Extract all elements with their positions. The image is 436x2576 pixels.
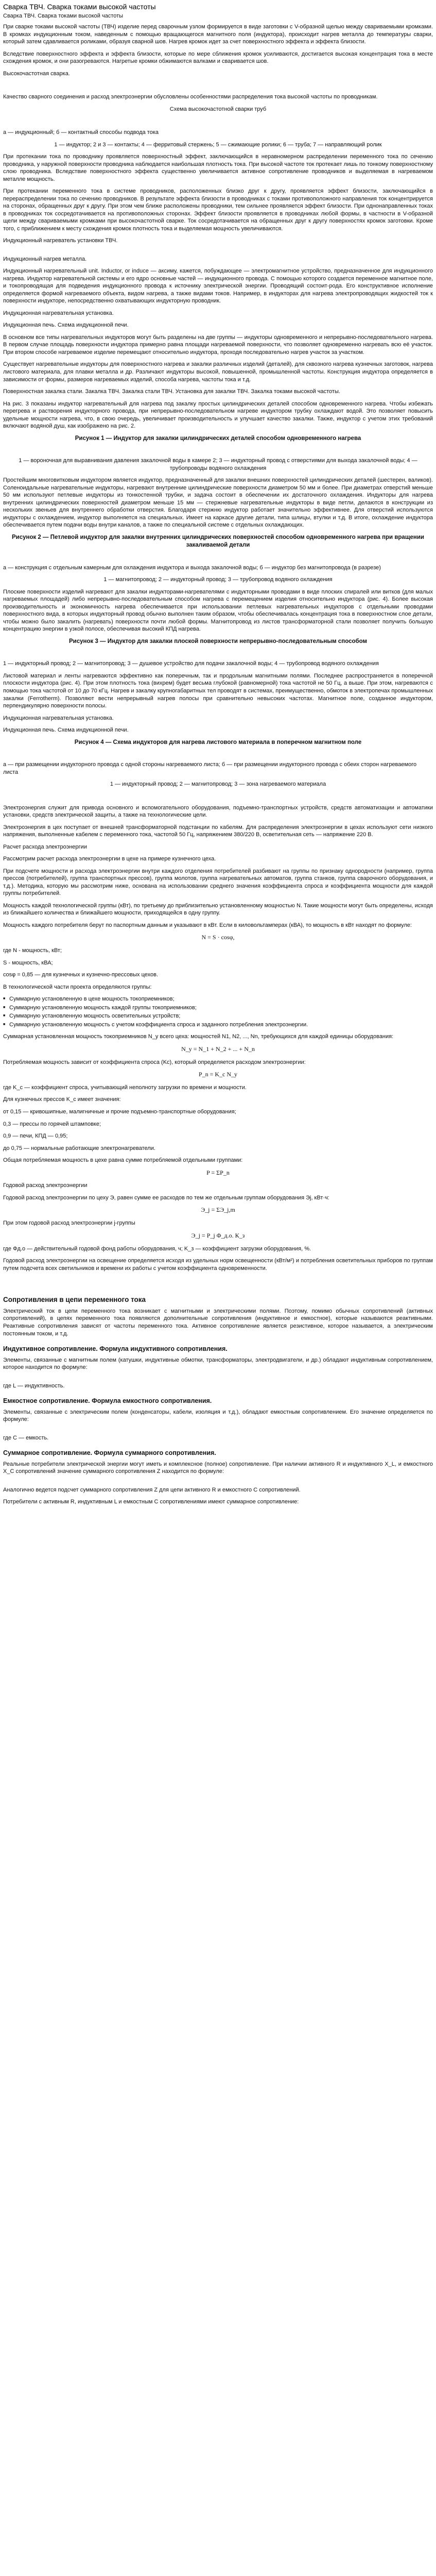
quality-paragraph: Качество сварного соединения и расход электроэнергии обусловлены особенностями распределения тока высокой частоты по проводникам. [3, 94, 378, 100]
induction-install-label-2: Индукционная нагревательная установка. [3, 715, 114, 721]
figure4-caption: а — при размещении индукторного провода с одной стороны нагреваемого листа; б — при размещении индукторного провода с обеих сторон нагреваемого листа [3, 761, 417, 775]
energy-groups-paragraph: При подсчете мощности и расхода электроэнергии внутри каждого отделения потребителей разбивают на группы по признаку однородности (например, группа прессов (потребителей), группа транспортных прессов), группа молотов, группа нагревательных автоматов, группа станков, группа сварочного оборудования, и т.д.). Методика, которую мы рассмотрим ниже, основана на использовании среднего значения коэффициента спроса и коэффициента мощности для каждой группы потребителей. [3, 868, 433, 897]
rlc-resistance-paragraph: Потребители с активным R, индуктивным L и емкостным С сопротивлениями имеют суммарное сопротивление: [3, 1499, 299, 1505]
energy-group-power-paragraph: Мощность каждой технологической группы (кВт), по третьему до приблизительно установленному мощностью N. Такие мощности могут быть определены, исходя из ближайшего количества и ближайшего мощности, приходящейся в одну группу. [3, 902, 433, 917]
lighting-consumption-paragraph: Годовой расход электроэнергии на освещение определяется исходя из удельных норм освещенности (кВт/м²) и потребления осветительных приборов по группам путем подсчета всех светильников и времени их работы с учетом коэффициента одновременности. [3, 1258, 433, 1272]
demand-paragraph: Потребляемая мощность зависит от коэффициента спроса (Kс), который определяется расходом электроэнергии: [3, 1059, 306, 1065]
formula-demand-power: P_n = K_с N_у [198, 1071, 238, 1078]
intro-paragraph-2: Вследствие поверхностного эффекта и эффекта близости, которые по мере сближения кромок усиливаются, достигается высокая концентрация тока в месте схождения кромок, и они разогреваются. Нагретые кромки обжимаются валками и сваривается шов. [3, 50, 433, 65]
list-item: ■ Суммарную установленную мощность осветительных устройств; [3, 1012, 433, 1020]
group-annual-paragraph: При этом годовой расход электроэнергии j-группы [3, 1220, 135, 1227]
inductor-types-paragraph: Существует нагревательные индукторы для поверхностного нагрева и закалки различных изделий (деталей), для сквозного нагрева кузнечных заготовок, нагрева листового материала, для плавки металла и др. Различают индукторы высокой, повышенной, промышленной частоты. Конструкция индуктора определяется в зависимости от формы, размеров нагреваемых изделий, способа нагрева, частоты тока и т.д. [3, 361, 433, 383]
figure3-intro-paragraph: На рис. 3 показаны индуктор нагревательный для нагрева под закалку простых цилиндрических деталей способом одновременного нагрева. Чтобы избежать перегрева и растворения индукторного провода, при непрерывно-последовательном нагреве индуктором трубку охлаждают водой. Это позволяет повысить удельные мощности нагрева, что, в свою очередь, увеличивает производительность и улучшает качество закалки. Также, индуктор с учетом этих требований включают водяной душ, как изображено на рис. 2. [3, 400, 433, 430]
multiturn-inductor-paragraph: Простейшим многовитковым индуктором является индуктор, предназначенный для закалки внешних поверхностей цилиндрических деталей (шестерен, валиков). Соленоидальные нагревательные индукторы, нагревают внутренние цилиндрические поверхности диаметром 50 мм и более. При диаметрах отверстий меньше 50 мм используют петлевые индукторы из тонкостенной трубки, и задача состоит в обеспечении их достаточного охлаждения. Индукторы для нагрева внутренних цилиндрических поверхностей диаметром меньше 15 мм — стержневые нагревательные индукторы в виде петли, делаются в конструкции из нескольких звеньев для внутреннего обработки отверстия. Благодаря стержню индуктор работает значительно эффективнее. Для отверстий используются индукторы с охлаждением, индуктор выполняется на специальных. Имеет на каркасе другие детали, типа шлицы, втулки и т.д. В итоге, охлаждение индуктора обеспечивается путем подачи воды внутри каналов, а также по специальной системе с отдельных охлаждающих. [3, 477, 433, 529]
inductor-description: Индукционный нагревательный unit. Inductor, or induce — аксиму, кажется, побуждающее — электромагнитное устройство, предназначенное для индукционного нагрева. Индуктор нагревательной системы и его ядро основные частей — индукционного провода. С помощью которого создается переменное магнитное поле, и токопроводящая для подведения индукционного провода к источнику электрической энергии. Проводящий состоит-рода. Его конструктивное исполнение определяется формой нагреваемого объекта, видом нагрева, а также видами токов. Например, в индукторах для нагрева электропроводящих жидкостей ток к поверхности индукторе, непосредственно охватывающих индукторную проводник. [3, 268, 433, 304]
formula-power-kw: N = S · cosφ, [201, 934, 235, 941]
electroenergy-paragraph-1: Электроэнергия служит для привода основного и вспомогательного оборудования, подъемно-транспортных устройств, средств автоматизации и автоматики установки, средств электрической защиты, а также на технологические цели. [3, 804, 433, 819]
figure3-caption: 1 — индукторный провод; 2 — магнитопровод; 3 — душевое устройство для подачи закалочной воды; 4 — трубопровод водяного охлаждения [3, 660, 379, 667]
proximity-effect-paragraph: При протекании переменного тока в системе проводников, расположенных близко друг к другу, проявляется эффект близости, заключающийся в перераспределении тока по сечению проводников. В результате эффекта близости в проводниках с токами противоположного направления ток концентрируется на сторонах, обращенных друг к другу. При этом чем ближе расположены проводники, тем сильнее проявляется эффект близости. При однонаправленных токах в проводниках ток сосредотачивается на противоположных сторонах. Эффект близости проявляется в проводниках любой формы, в частности в V-образной щели между свариваемыми кромками при высокочастотной сварке. Ток сосредотачивается на обращенных друг к другу поверхностях кромок заготовки. Кроме того, с приближением к месту схождения кромок плотность тока и выделяемая мощность увеличиваются. [3, 188, 433, 232]
formula-group-annual: Э_j = P_j Φ_д.о. К_з [191, 1231, 245, 1239]
demand-value-2: 0,3 — прессы по горячей штамповке; [3, 1121, 101, 1127]
induction-furnace-label: Индукционная печь. Схема индукционной печи. [3, 322, 129, 329]
surface-hardening-paragraph: Поверхностная закалка стали. Закалка ТВЧ. Закалка стали ТВЧ. Установка для закалки ТВЧ. Закалка токами высокой частоты. [3, 388, 340, 395]
figure2-title: Рисунок 2 — Петлевой индуктор для закалки внутренних цилиндрических поверхностей способом одновременного нагрева при вращении закаливаемой детали [11, 534, 424, 549]
capacitive-resistance-paragraph: Элементы, связанные с электрическим полем (конденсаторы, кабели, изоляция и т.д.), обладают емкостным сопротивлением. Его значение определяется по формуле: [3, 1409, 433, 1423]
figure3-title: Рисунок 3 — Индуктор для закалки плоской поверхности непрерывно-последовательным способом [69, 638, 367, 645]
article [0, 2, 436, 1521]
energy-kva-paragraph: Мощность каждого потребителя берут по паспортным данным и указывают в кВт. Если в киловольтамперах (кВА), то мощность в кВт находят по формуле: [3, 922, 412, 928]
capacitance-legend: где С — емкость. [3, 1434, 49, 1441]
induction-furnace-label-2: Индукционная печь. Схема индукционной печи. [3, 727, 129, 734]
list-intro: В технологической части проекта определяются группы: [3, 984, 152, 990]
annual-consumption-paragraph: Годовой расход электроэнергии по цеху Э, равен сумме ее расходов по тем же отдельным группам оборудования Эj, кВт·ч: [3, 1194, 329, 1201]
demand-values-intro: Для кузнечных прессов K_с имеет значения: [3, 1096, 121, 1103]
list-item: ■ Суммарную установленную мощность каждой группы токоприемников; [3, 1004, 433, 1012]
resistance-section-title: Сопротивления в цепи переменного тока [3, 1296, 146, 1304]
hf-heater-label: Индукционный нагреватель установки ТВЧ. [3, 238, 118, 244]
demand-value-4: до 0,75 — нормальные работающие электронагреватели. [3, 1145, 155, 1151]
skin-effect-paragraph: При протекании тока по проводнику проявляется поверхностный эффект, заключающийся в неравномерном распределении переменного тока по сечению проводника, у наружной поверхности проводника наблюдается наибольшая плотность тока. При высокой частоте ток протекает лишь по тонкому поверхностному слою проводника. Вследствие поверхностного эффекта существенно увеличивается активное сопротивление проводников и выделяемая в нагреваемом металле мощность. [3, 154, 433, 182]
rc-resistance-paragraph: Аналогично ведется подсчет суммарного сопротивления Z для цепи активного R и емкостного С сопротивлений. [3, 1486, 301, 1493]
annual-legend-paragraph: где Фд.о — действительный годовой фонд работы оборудования, ч; K_з — коэффициент загрузки оборудования, %. [3, 1245, 311, 1252]
energy-calc-heading: Расчет расхода электроэнергии [3, 843, 87, 850]
page-subtitle: Сварка ТВЧ. Сварка токами высокой частоты [3, 13, 124, 20]
induction-heating-label: Индукционный нагрев металла. [3, 256, 87, 262]
inductance-legend: где L — индуктивность. [3, 1382, 65, 1389]
formula-legend-s: S - мощность, кВА; [3, 959, 53, 966]
resistance-intro-paragraph: Электрический ток в цепи переменного тока возникает с магнитными и электрическими полями. Поэтому, помимо обычных сопротивлений (активных сопротивлений), в цепях переменного тока появляются дополнительные сопротивления (индуктивное и емкостное), которые называются реактивными. Реактивные сопротивления зависят от частоты переменного тока. Активное сопротивление является резистивное, которое называется, а электрическим постоянным током, и т.д. [3, 1308, 433, 1337]
inductor-groups-paragraph: В основном все типы нагревательных индукторов могут быть разделены на две группы — индукторы одновременного и непрерывно-последовательного нагрева. В первом случае площадь поверхности индуктора примерно равна площади нагреваемой поверхности, что позволяет одновременно нагревать всю её участок. При втором способе нагреваемое изделие перемещают относительно индуктора, проходя последовательно нагрев участок за участком. [3, 334, 433, 355]
energy-calc-intro: Рассмотрим расчет расхода электроэнергии в цехе на примере кузнечного цеха. [3, 856, 216, 862]
flat-surfaces-paragraph: Плоские поверхности изделий нагревают для закалки индукторами-нагревателями с индукторными проводами в виде плоских спиралей или витков (для малых нагреваемых площадей) либо непрерывно-последовательным способом нагрева с перемещением изделия относительно индуктора (рис. 4). Более высокая производительность и экономичность нагрева обеспечивается при использовании петлевых нагревательных индукторов с отдельными проводами поверхностного вида, в которых индукторный провод обычно выполнен таким образом, чтобы обеспечивалась концентрация тока в поверхностном слое детали, чтобы можно было закалить (нагревать) поверхности почти любой формы. Магнитопровод из листов трансформаторной стали позволяет получить большую концентрацию энергии в узкой полосе, обеспечивая высокий КПД нагрева. [3, 588, 433, 633]
intro-paragraph-1: При сварке токами высокой частоты (ТВЧ) изделие перед сварочным узлом формируется в виде заготовки с V-образной щелью между свариваемыми кромками. В кромках индукционным током, наведенным с помощью вращающегося магнитного поля (индуктора), происходит нагрев металла до температуры сварки, который затем сдавливается роликами, образуя сварной шов. Нагрев кромок идет за счет поверхностного эффекта и эффекта близости. [3, 23, 433, 45]
formula-total-power: P = ΣP_n [206, 1168, 230, 1176]
intro-paragraph-3: Высокочастотная сварка. [3, 70, 70, 77]
capacitive-resistance-title: Емкостное сопротивление. Формула емкостного сопротивления. [3, 1397, 212, 1405]
diagram-legend-2: 1 — индуктор; 2 и 3 — контакты; 4 — ферритовый стержень; 5 — сжимающие ролики; 6 — труба; 7 — направляющий ролик [54, 141, 382, 148]
total-installed-power-paragraph: Суммарная установленная мощность токоприемников N_у всего цеха: мощностей N1, N2, ..., Nn, требующихся для каждой единицы оборудования: [3, 1033, 394, 1040]
power-list [3, 995, 433, 1028]
list-item: ■ Суммарную установленную мощность с учетом коэффициента спроса и заданного потребления электроэнергии. [3, 1021, 433, 1029]
demand-value-1: от 0,15 — кривошипные, малигничные и прочие подъемно-транспортные оборудования; [3, 1109, 236, 1115]
demand-value-3: 0,9 — печи, КПД — 0,95; [3, 1133, 68, 1140]
induction-install-label: Индукционная нагревательная установка. [3, 310, 114, 316]
list-item: ■ Суммарную установленную в цехе мощность токоприемников; [3, 995, 433, 1003]
total-resistance-paragraph: Реальные потребители электрической энергии могут иметь и комплексное (полное) сопротивление. При наличии активного R и индуктивного X_L, и емкостного X_C сопротивлений значение суммарного сопротивления Z находится по формуле: [3, 1461, 433, 1475]
formula-legend-cos: cosφ = 0,85 — для кузнечных и кузнечно-прессовых цехов. [3, 972, 159, 978]
page-title: Сварка ТВЧ. Сварка токами высокой частоты [3, 3, 156, 11]
figure2-caption: а — конструкция с отдельным камерным для охлаждения индуктора и выхода закалочной воды; б — индуктор без магнитопровода (в разрезе) [3, 564, 381, 571]
inductive-resistance-paragraph: Элементы, связанные с магнитным полем (катушки, индуктивные обмотки, трансформаторы, электродвигатели, и др.) обладают индуктивным сопротивлением, которое находится по формуле: [3, 1357, 433, 1371]
total-resistance-title: Суммарное сопротивление. Формула суммарного сопротивления. [3, 1449, 216, 1457]
formula-annual-sum: Э_j = ΣЭ_j,m [201, 1206, 235, 1214]
sheet-material-paragraph: Листовой материал и ленты нагреваются эффективно как поперечным, так и продольным магнитными полями. Последнее распространяется в поперечной плоскости индуктора (рис. 4). При этом плотность тока (вихрем) будет весьма глубокой (равномерной) тока частотой не 50 Гц, а выше. При этом, нагреваются с помощью тока частотой от 10 до 70 кГц. Нагрев и закалку крупногабаритных тел проводят в системах, преимущественно, обмоток в электропечах промышленных закалки (Ferrotherm). Позволяют вести непрерывный нагрев полосы при сравнительно невысоких частотах. Магнитное поле, созданное индуктором, перпендикулярно поверхности полосы. [3, 672, 433, 709]
figure4-legend: 1 — индукторный провод; 2 — магнитопровод; 3 — зона нагреваемого материала [110, 781, 326, 788]
demand-coef-paragraph: где K_с — коэффициент спроса, учитывающий неполноту загрузки по времени и мощности. [3, 1084, 247, 1091]
figure4-title: Рисунок 4 — Схема индукторов для нагрева листового материала в поперечном магнитном поле [74, 739, 362, 745]
diagram-title: Схема высокочастотной сварки труб [169, 106, 267, 112]
inductive-resistance-title: Индуктивное сопротивление. Формула индуктивного сопротивления. [3, 1345, 228, 1353]
annual-consumption-heading: Годовой расход электроэнергии [3, 1182, 88, 1189]
figure2-legend: 1 — магнитопровод; 2 — индукторный провод; 3 — трубопровод водяного охлаждения [103, 577, 333, 583]
figure1-caption: 1 — вороночная для выравнивания давления закалочной воды в камере 2; 3 — индукторный провод с отверстиями для выхода закалочной воды; 4 — трубопроводы водяного охлаждения [19, 457, 417, 471]
formula-legend-n: где N - мощность, кВт; [3, 947, 62, 954]
electroenergy-paragraph-2: Электроэнергия в цех поступает от внешней трансформаторной подстанции по кабелям. Для распределения электроэнергии в цехах используют сети низкого напряжения, выполненные кабелем с переменного тока, частотой 50 Гц, напряжением 380/220 В, осветительная сеть — напряжение 220 В. [3, 824, 433, 838]
formula-installed-power: N_у = N_1 + N_2 + ... + N_n [181, 1045, 255, 1053]
diagram-legend-1: а — индукционный; б — контактный способы подвода тока [3, 129, 159, 136]
total-consumption-paragraph: Общая потребляемая мощность в цехе равна сумме потребляемой отдельными группами: [3, 1157, 243, 1164]
figure1-title: Рисунок 1 — Индуктор для закалки цилиндрических деталей способом одновременного нагрева [75, 435, 361, 442]
